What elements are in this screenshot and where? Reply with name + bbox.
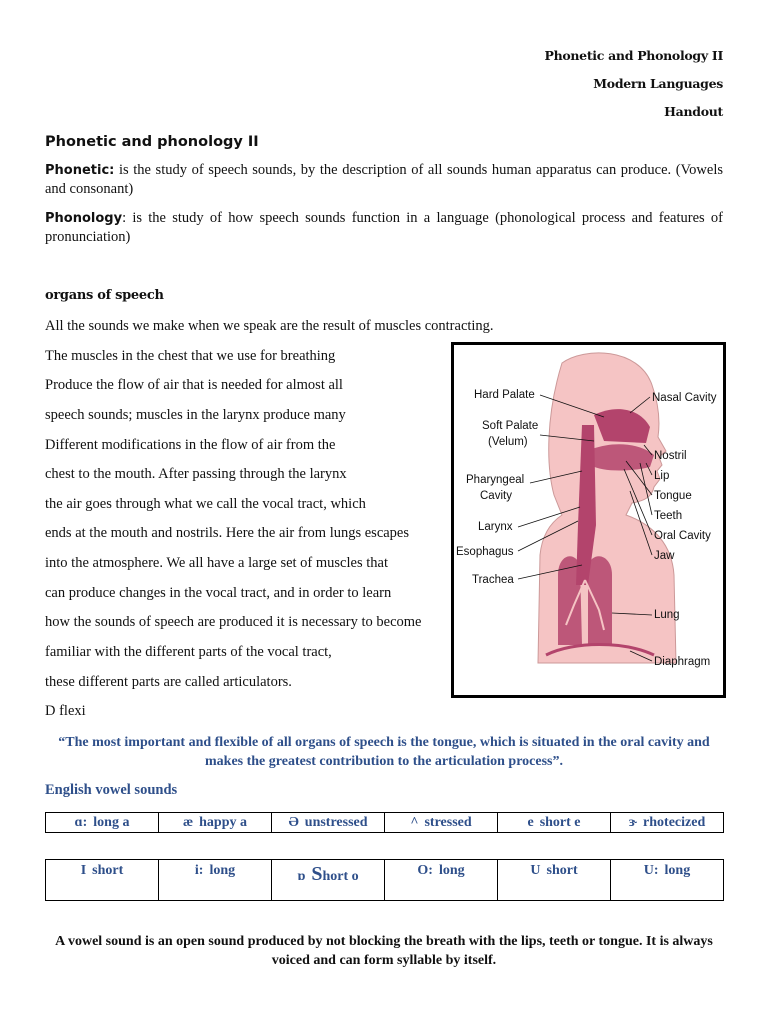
vowel-symbol: O:: [417, 863, 433, 878]
body-line: Different modifications in the flow of air from the: [45, 437, 336, 453]
label-lip: Lip: [654, 470, 670, 482]
vowel-definition: A vowel sound is an open sound produced by not blocking the breath with the lips, teeth or tongue. It is always voiced and can form syllable by itself.: [55, 934, 713, 968]
body-line: these different parts are called articulators.: [45, 674, 292, 690]
body-line: the air goes through what we call the vocal tract, which: [45, 496, 366, 512]
vowel-label: rhotecized: [643, 814, 706, 830]
label-oral-cavity: Oral Cavity: [654, 530, 711, 542]
department: Modern Languages: [593, 76, 723, 91]
label-soft-palate: Soft Palate: [482, 420, 539, 432]
vowel-symbol: æ: [183, 814, 194, 830]
label-trachea: Trachea: [472, 574, 514, 586]
vowel-label: long: [209, 863, 236, 878]
vowel-cell: [159, 813, 272, 833]
vowel-label: short e: [539, 814, 581, 830]
vowel-label: hort o: [322, 869, 359, 884]
label-lung: Lung: [654, 609, 680, 621]
vowel-cell: [272, 860, 385, 901]
table-row: [46, 813, 724, 833]
vowel-cell: [611, 860, 724, 901]
label-nasal-cavity: Nasal Cavity: [652, 392, 717, 404]
body-line: into the atmosphere. We all have a large set of muscles that: [45, 555, 388, 571]
vowel-symbol: i:: [194, 863, 204, 878]
vowel-symbol: ɝ: [628, 814, 638, 830]
vowel-cell: [611, 813, 724, 833]
label-teeth: Teeth: [654, 510, 683, 522]
label-diaphragm: Diaphragm: [654, 656, 711, 668]
label-pharyngeal-cavity: Cavity: [480, 490, 512, 502]
body-line: The muscles in the chest that we use for breathing: [45, 348, 336, 364]
vowel-cell: [498, 813, 611, 833]
label-nostril: Nostril: [654, 450, 687, 462]
label-larynx: Larynx: [478, 521, 513, 533]
phonetic-text: is the study of speech sounds, by the description of all sounds human apparatus can produce. (Vowels and consonant): [45, 162, 723, 197]
body-line: ends at the mouth and nostrils. Here the air from lungs escapes: [45, 525, 410, 541]
page-title: Phonetic and phonology II: [45, 134, 259, 150]
organs-of-speech-figure: [451, 342, 726, 698]
label-pharyngeal: Pharyngeal: [466, 474, 525, 486]
body-line: D flexi: [45, 703, 86, 719]
vowel-cell: [385, 813, 498, 833]
body-line: familiar with the different parts of the vocal tract,: [45, 644, 332, 660]
vowel-table-1: [45, 812, 724, 833]
document-type: Handout: [664, 104, 723, 119]
vowel-symbol: ɒ: [297, 869, 306, 884]
vowel-cell: [498, 860, 611, 901]
lungs-shape-right: [588, 556, 612, 645]
vowel-label: short: [546, 863, 578, 878]
phonetic-term: Phonetic:: [45, 163, 115, 178]
vowel-label: stressed: [424, 814, 472, 830]
vowel-big-letter: S: [311, 863, 323, 885]
vowel-label: short: [92, 863, 124, 878]
vowel-cell: [159, 860, 272, 901]
course-title: Phonetic and Phonology II: [544, 48, 723, 63]
label-jaw: Jaw: [654, 550, 675, 562]
vowel-symbol: U: [530, 863, 541, 878]
vowel-symbol: e: [527, 814, 534, 830]
phonetic-definition: [45, 161, 723, 199]
vowel-symbol: Ə: [288, 814, 299, 830]
vowel-cell: [385, 860, 498, 901]
label-velum: (Velum): [488, 436, 528, 448]
body-line: how the sounds of speech are produced it is necessary to become: [45, 614, 422, 630]
vowel-label: long: [438, 863, 465, 878]
vowel-symbol: U:: [643, 863, 659, 878]
body-line: All the sounds we make when we speak are the result of muscles contracting.: [45, 318, 494, 334]
vowel-cell: [46, 860, 159, 901]
vocal-tract-diagram: [454, 345, 723, 695]
table-row: [46, 860, 724, 901]
phonology-definition: [45, 209, 723, 247]
body-line: Produce the flow of air that is needed for almost all: [45, 377, 343, 393]
phonology-text: : is the study of how speech sounds function in a language (phonological process and features of pronunciation): [45, 210, 723, 245]
vowel-symbol: ɑ:: [74, 814, 88, 830]
body-line: can produce changes in the vocal tract, and in order to learn: [45, 585, 392, 601]
vowel-symbol: ^: [410, 814, 419, 830]
vowel-label: unstressed: [304, 814, 368, 830]
vowel-sounds-heading: English vowel sounds: [45, 782, 178, 798]
body-line: speech sounds; muscles in the larynx produce many: [45, 407, 346, 423]
label-hard-palate: Hard Palate: [474, 389, 535, 401]
vowel-label: long a: [93, 814, 130, 830]
vowel-symbol: I: [80, 863, 87, 878]
vowel-cell: [46, 813, 159, 833]
vowel-label: happy a: [199, 814, 247, 830]
label-esophagus: Esophagus: [456, 546, 514, 558]
tongue-quote: “The most important and flexible of all organs of speech is the tongue, which is situated in the oral cavity and makes the greatest contribution to the articulation process”.: [58, 735, 710, 769]
body-line: chest to the mouth. After passing through the larynx: [45, 466, 347, 482]
label-tongue: Tongue: [654, 490, 692, 502]
phonology-term: Phonology: [45, 211, 123, 226]
section-heading-organs: organs of speech: [45, 288, 164, 303]
vowel-table-2: [45, 859, 724, 901]
vowel-label: long: [664, 863, 691, 878]
vowel-cell: [272, 813, 385, 833]
